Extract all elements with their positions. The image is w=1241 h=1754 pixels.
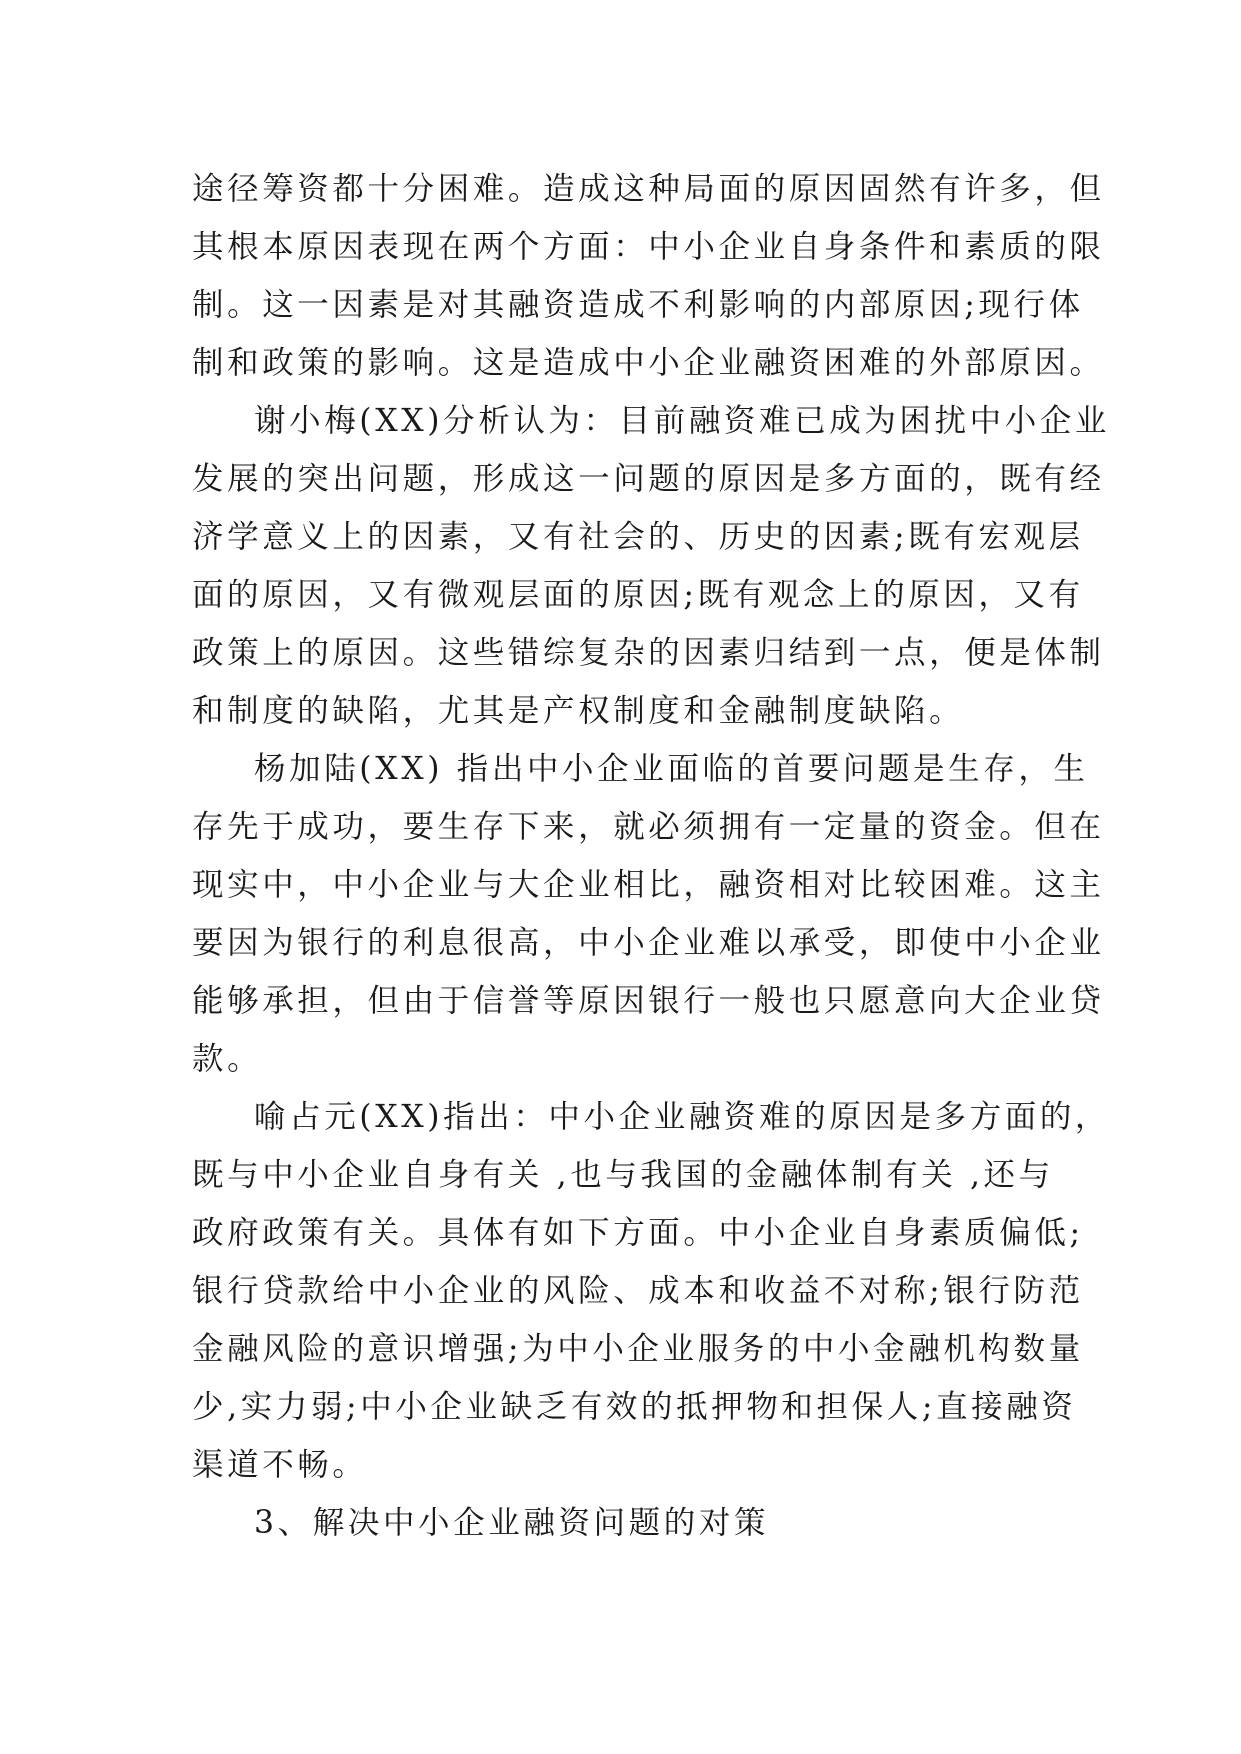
text-line: 现实中，中小企业与大企业相比，融资相对比较困难。这主	[192, 867, 1105, 903]
text-line: 政府政策有关。具体有如下方面。中小企业自身素质偏低;	[192, 1215, 1084, 1251]
text-line: 喻占元(XX)指出：中小企业融资难的原因是多方面的，	[254, 1099, 1111, 1135]
text-line: 款。	[192, 1041, 263, 1077]
text-line: 发展的突出问题，形成这一问题的原因是多方面的，既有经	[192, 461, 1105, 497]
text-line: 少,实力弱;中小企业缺乏有效的抵押物和担保人;直接融资	[192, 1389, 1077, 1425]
text-line: 金融风险的意识增强;为中小企业服务的中小金融机构数量	[192, 1331, 1084, 1367]
text-line: 既与中小企业自身有关 ,也与我国的金融体制有关 ,还与	[192, 1157, 1054, 1193]
text-line: 能够承担，但由于信誉等原因银行一般也只愿意向大企业贷	[192, 983, 1105, 1019]
text-line: 存先于成功，要生存下来，就必须拥有一定量的资金。但在	[192, 809, 1105, 845]
text-line: 制和政策的影响。这是造成中小企业融资困难的外部原因。	[192, 345, 1105, 381]
text-line: 其根本原因表现在两个方面：中小企业自身条件和素质的限	[192, 229, 1105, 265]
text-line: 渠道不畅。	[192, 1447, 368, 1483]
text-line: 面的原因，又有微观层面的原因;既有观念上的原因，又有	[192, 577, 1084, 613]
text-line: 要因为银行的利息很高，中小企业难以承受，即使中小企业	[192, 925, 1105, 961]
text-line: 途径筹资都十分困难。造成这种局面的原因固然有许多，但	[192, 171, 1105, 207]
text-line: 银行贷款给中小企业的风险、成本和收益不对称;银行防范	[192, 1273, 1084, 1309]
text-line: 谢小梅(XX)分析认为：目前融资难已成为困扰中小企业	[254, 403, 1111, 439]
text-line: 和制度的缺陷，尤其是产权制度和金融制度缺陷。	[192, 693, 965, 729]
body-text	[192, 160, 1111, 1552]
text-line: 制。这一因素是对其融资造成不利影响的内部原因;现行体	[192, 287, 1084, 323]
text-line: 济学意义上的因素，又有社会的、历史的因素;既有宏观层	[192, 519, 1084, 555]
text-line: 杨加陆(XX) 指出中小企业面临的首要问题是生存，生	[254, 751, 1089, 787]
section-heading: 3、解决中小企业融资问题的对策	[254, 1505, 770, 1541]
text-line: 政策上的原因。这些错综复杂的因素归结到一点，便是体制	[192, 635, 1105, 671]
